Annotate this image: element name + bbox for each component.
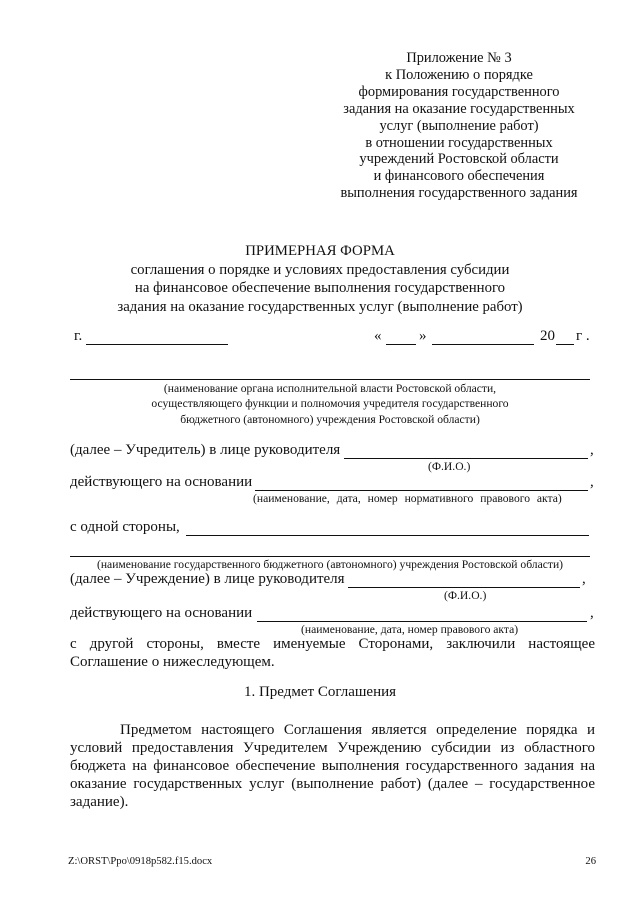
institution-name-caption: (наименование государственного бюджетного (автономного) учреждения Ростовской области) [96,558,564,571]
form-title-line: соглашения о порядке и условиях предоставления субсидии [130,261,510,278]
founder-fio-caption: (Ф.И.О.) [428,460,471,473]
one-side-label: с одной стороны, [70,519,180,535]
one-side-field[interactable] [186,535,589,536]
institution-fio-field[interactable] [348,587,580,588]
form-title [0,242,640,316]
founder-caption [70,381,590,427]
comma: , [590,442,594,458]
appendix-line: и финансового обеспечения [373,168,545,185]
institution-fio-caption: (Ф.И.О.) [444,589,487,602]
appendix-line: в отношении государственных [365,134,553,151]
founder-basis-caption: (наименование, дата, номер нормативного правового акта) [253,492,562,505]
appendix-line: формирования государственного [358,83,560,100]
comma: , [582,571,586,587]
founder-head-label: (далее – Учредитель) в лице руководителя [70,442,341,458]
appendix-line: Приложение № 3 [406,50,512,66]
founder-basis-field[interactable] [255,490,588,491]
appendix-line: выполнения государственного задания [340,185,578,202]
founder-caption-line: (наименование органа исполнительной власти Ростовской области, [163,382,497,395]
institution-basis-caption: (наименование, дата, номер правового акта) [301,623,519,636]
appendix-line: услуг (выполнение работ) [379,117,539,134]
appendix-line: к Положению о порядке [385,66,533,83]
page-number: 26 [585,856,596,867]
founder-fio-field[interactable] [344,458,588,459]
form-heading: ПРИМЕРНАЯ ФОРМА [245,243,395,259]
form-title-line: задания на оказание государственных услуг (выполнение работ) [117,298,523,315]
year-prefix: 20 [540,328,555,344]
closing-line: Соглашение о нижеследующем. [70,654,275,670]
institution-name-field[interactable] [70,556,590,557]
month-field[interactable] [432,344,534,345]
comma: , [590,605,594,621]
year-suffix: г . [576,328,590,344]
appendix-line: учреждений Ростовской области [359,151,559,168]
open-quote: « [374,328,382,344]
paragraph-line: бюджета на финансовое обеспечение выполнения государственного задания на [70,758,595,774]
institution-basis-field[interactable] [257,621,587,622]
institution-basis-label: действующего на основании [70,605,253,621]
institution-head-label: (далее – Учреждение) в лице руководителя [70,571,345,587]
paragraph-line: задание). [70,794,129,810]
paragraph-line: оказание государственных услуг (выполнение работ) (далее – государственное [70,776,595,792]
year-field[interactable] [556,344,574,345]
founder-name-field[interactable] [70,379,590,380]
appendix-line: задания на оказание государственных [343,100,575,117]
day-field[interactable] [386,344,416,345]
city-field[interactable] [86,344,228,345]
section-heading: 1. Предмет Соглашения [243,684,397,700]
form-title-line: на финансовое обеспечение выполнения государственного [134,280,506,296]
paragraph-line: условий предоставления Учредителем Учреждению субсидии из областного [70,740,595,756]
founder-caption-line: осуществляющего функции и полномочия учредителя государственного [151,397,509,411]
closing-line: с другой стороны, вместе именуемые Сторонами, заключили настоящее [70,636,595,652]
city-prefix: г. [74,328,83,344]
appendix-block [324,50,594,202]
founder-caption-line: бюджетного (автономного) учреждения Ростовской области) [180,412,480,426]
founder-basis-label: действующего на основании [70,474,253,490]
comma: , [590,474,594,490]
close-quote: » [419,328,427,344]
footer-path: Z:\ORST\Ppo\0918p582.f15.docx [68,856,213,867]
paragraph-line: Предметом настоящего Соглашения является определение порядка и [120,722,595,738]
